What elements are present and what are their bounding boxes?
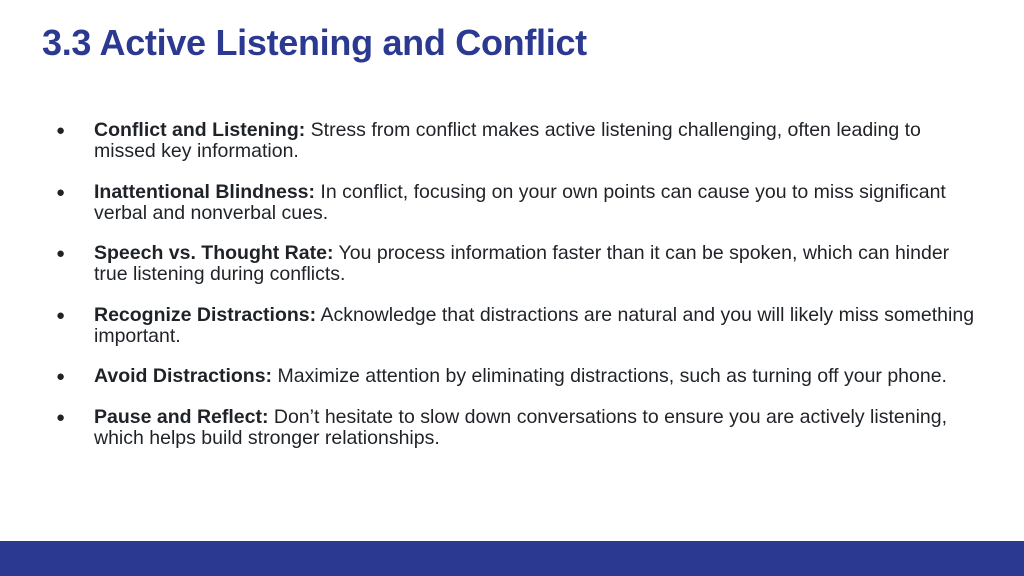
- bullet-term: Inattentional Blindness:: [94, 180, 316, 203]
- bullet-term: Speech vs. Thought Rate:: [94, 242, 334, 264]
- bullet-text: Maximize attention by eliminating distractions, such as turning off your phone.: [272, 365, 947, 387]
- bullet-text: Acknowledge that distractions are natural and you will likely miss something important.: [94, 303, 975, 347]
- bullet-text: You process information faster than it can be spoken, which can hinder true listening during conflicts.: [94, 242, 950, 285]
- bullet-item-recognize-distractions: [0, 305, 1024, 347]
- bullet-dot-icon: ●: [56, 122, 66, 139]
- bullet-dot-icon: ●: [56, 245, 66, 262]
- bullet-item-speech-vs-thought-rate: [0, 243, 1024, 285]
- bullet-item-conflict-and-listening: [0, 120, 1024, 162]
- bullet-dot-icon: ●: [56, 183, 66, 201]
- bullet-term: Conflict and Listening:: [94, 119, 306, 141]
- bullet-term: Recognize Distractions:: [94, 303, 317, 326]
- bullet-dot-icon: ●: [56, 408, 66, 426]
- footer-bar: [0, 541, 1024, 576]
- bullet-list: [0, 120, 1024, 468]
- bullet-text: Don’t hesitate to slow down conversations to ensure you are actively listening, which helps build stronger relationships.: [94, 405, 948, 449]
- bullet-text: In conflict, focusing on your own points can cause you to miss significant verbal and nonverbal cues.: [94, 180, 946, 224]
- bullet-item-avoid-distractions: [0, 366, 1024, 387]
- bullet-item-pause-and-reflect: [0, 407, 1024, 449]
- bullet-dot-icon: ●: [56, 368, 66, 385]
- slide-title: 3.3 Active Listening and Conflict: [42, 22, 587, 63]
- bullet-term: Pause and Reflect:: [94, 405, 269, 428]
- bullet-item-inattentional-blindness: [0, 182, 1024, 224]
- bullet-dot-icon: ●: [56, 306, 66, 324]
- bullet-text: Stress from conflict makes active listening challenging, often leading to missed key information.: [94, 119, 921, 162]
- bullet-term: Avoid Distractions:: [94, 365, 273, 387]
